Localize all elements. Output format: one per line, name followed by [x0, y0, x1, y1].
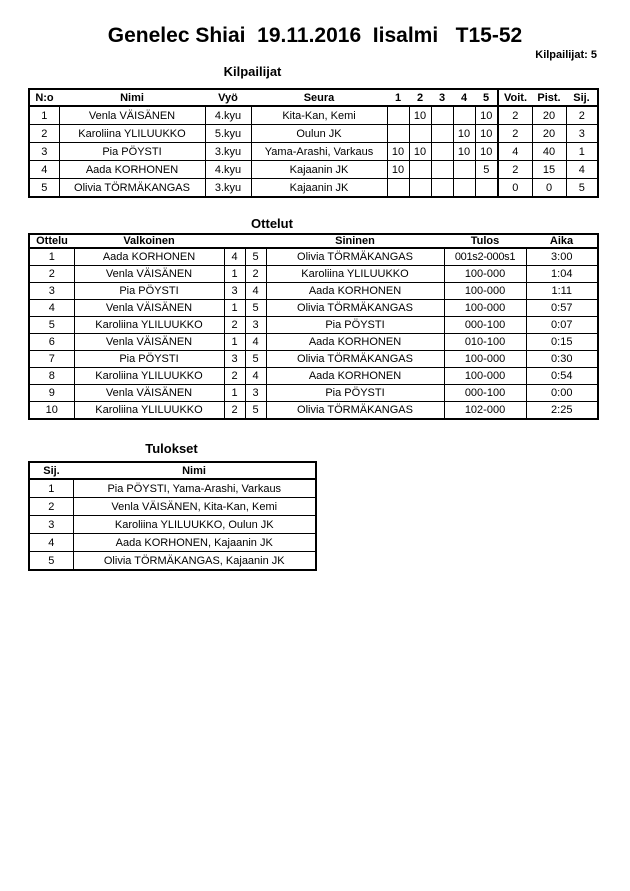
cell-score-4 — [453, 106, 475, 125]
cell-pist: 20 — [532, 125, 566, 143]
cell-score-2: 10 — [409, 106, 431, 125]
cell-sij: 3 — [29, 516, 73, 534]
cell-nimi: Aada KORHONEN, Kajaanin JK — [73, 534, 316, 552]
cell-aika: 3:00 — [526, 248, 598, 266]
header-opponent-4: 4 — [453, 89, 475, 106]
cell-tulos: 102-000 — [444, 402, 526, 420]
cell-sij: 2 — [29, 498, 73, 516]
match-row — [29, 334, 598, 351]
cell-valkoinen: Venla VÄISÄNEN — [74, 300, 224, 317]
cell-score-2: 10 — [409, 143, 431, 161]
competitor-row — [29, 143, 598, 161]
cell-blue-number: 5 — [245, 248, 266, 266]
competitors-table — [28, 88, 599, 198]
cell-score-1 — [387, 106, 409, 125]
header-ottelu: Ottelu — [29, 234, 74, 248]
cell-valkoinen: Venla VÄISÄNEN — [74, 334, 224, 351]
competitor-row — [29, 106, 598, 125]
cell-sininen: Olivia TÖRMÄKANGAS — [266, 402, 444, 420]
cell-voit: 2 — [498, 161, 532, 179]
cell-voit: 2 — [498, 106, 532, 125]
cell-sij: 1 — [29, 479, 73, 498]
cell-aika: 1:04 — [526, 266, 598, 283]
cell-score-5 — [475, 179, 498, 198]
cell-score-4 — [453, 161, 475, 179]
header-seura: Seura — [251, 89, 387, 106]
cell-score-3 — [431, 143, 453, 161]
cell-sininen: Aada KORHONEN — [266, 283, 444, 300]
cell-white-number: 1 — [224, 300, 245, 317]
page-title: Genelec Shiai 19.11.2016 Iisalmi T15-52 — [107, 24, 523, 47]
cell-blue-number: 4 — [245, 368, 266, 385]
cell-white-number: 2 — [224, 402, 245, 420]
result-row — [29, 498, 316, 516]
header-valkoinen: Valkoinen — [74, 234, 224, 248]
cell-match-no: 10 — [29, 402, 74, 420]
header-aika: Aika — [526, 234, 598, 248]
match-row — [29, 402, 598, 420]
matches-table — [28, 233, 599, 420]
cell-score-4: 10 — [453, 125, 475, 143]
header-opponent-2: 2 — [409, 89, 431, 106]
cell-valkoinen: Pia PÖYSTI — [74, 283, 224, 300]
cell-voit: 0 — [498, 179, 532, 198]
cell-nimi: Karoliina YLILUUKKO, Oulun JK — [73, 516, 316, 534]
cell-match-no: 7 — [29, 351, 74, 368]
cell-white-number: 3 — [224, 283, 245, 300]
section-title-ottelut: Ottelut — [251, 216, 293, 231]
cell-score-5: 10 — [475, 143, 498, 161]
cell-score-5: 10 — [475, 125, 498, 143]
header-white-number — [224, 234, 245, 248]
cell-score-5: 5 — [475, 161, 498, 179]
cell-valkoinen: Venla VÄISÄNEN — [74, 385, 224, 402]
header-no: N:o — [29, 89, 59, 106]
cell-score-3 — [431, 161, 453, 179]
header-voit: Voit. — [498, 89, 532, 106]
cell-score-2 — [409, 161, 431, 179]
match-row — [29, 283, 598, 300]
cell-score-5: 10 — [475, 106, 498, 125]
cell-aika: 0:15 — [526, 334, 598, 351]
cell-sininen: Olivia TÖRMÄKANGAS — [266, 351, 444, 368]
header-sij: Sij. — [566, 89, 598, 106]
cell-match-no: 2 — [29, 266, 74, 283]
results-header-row — [29, 462, 316, 479]
cell-tulos: 001s2-000s1 — [444, 248, 526, 266]
cell-aika: 0:07 — [526, 317, 598, 334]
match-row — [29, 300, 598, 317]
header-sij: Sij. — [29, 462, 73, 479]
cell-valkoinen: Pia PÖYSTI — [74, 351, 224, 368]
cell-score-4: 10 — [453, 143, 475, 161]
cell-white-number: 1 — [224, 266, 245, 283]
cell-vyo: 3.kyu — [205, 143, 251, 161]
cell-sij: 3 — [566, 125, 598, 143]
cell-tulos: 100-000 — [444, 368, 526, 385]
cell-valkoinen: Karoliina YLILUUKKO — [74, 317, 224, 334]
cell-pist: 40 — [532, 143, 566, 161]
header-pist: Pist. — [532, 89, 566, 106]
match-row — [29, 317, 598, 334]
cell-blue-number: 4 — [245, 334, 266, 351]
cell-sininen: Olivia TÖRMÄKANGAS — [266, 248, 444, 266]
cell-aika: 0:00 — [526, 385, 598, 402]
cell-match-no: 9 — [29, 385, 74, 402]
cell-valkoinen: Venla VÄISÄNEN — [74, 266, 224, 283]
cell-tulos: 100-000 — [444, 283, 526, 300]
competitor-row — [29, 179, 598, 198]
cell-white-number: 2 — [224, 317, 245, 334]
cell-seura: Kajaanin JK — [251, 161, 387, 179]
cell-blue-number: 3 — [245, 317, 266, 334]
cell-aika: 0:30 — [526, 351, 598, 368]
cell-nimi: Olivia TÖRMÄKANGAS, Kajaanin JK — [73, 552, 316, 571]
header-opponent-5: 5 — [475, 89, 498, 106]
participants-count: Kilpailijat: 5 — [535, 49, 597, 61]
result-row — [29, 479, 316, 498]
match-row — [29, 248, 598, 266]
match-row — [29, 266, 598, 283]
cell-tulos: 100-000 — [444, 351, 526, 368]
cell-nimi: Olivia TÖRMÄKANGAS — [59, 179, 205, 198]
header-nimi: Nimi — [59, 89, 205, 106]
cell-vyo: 5.kyu — [205, 125, 251, 143]
cell-vyo: 3.kyu — [205, 179, 251, 198]
cell-score-3 — [431, 125, 453, 143]
cell-match-no: 4 — [29, 300, 74, 317]
cell-valkoinen: Karoliina YLILUUKKO — [74, 402, 224, 420]
cell-blue-number: 3 — [245, 385, 266, 402]
cell-pist: 20 — [532, 106, 566, 125]
cell-voit: 2 — [498, 125, 532, 143]
cell-sij: 4 — [29, 534, 73, 552]
cell-nimi: Karoliina YLILUUKKO — [59, 125, 205, 143]
cell-match-no: 3 — [29, 283, 74, 300]
cell-tulos: 000-100 — [444, 317, 526, 334]
cell-tulos: 100-000 — [444, 300, 526, 317]
cell-score-3 — [431, 179, 453, 198]
cell-sininen: Aada KORHONEN — [266, 334, 444, 351]
header-opponent-3: 3 — [431, 89, 453, 106]
cell-aika: 2:25 — [526, 402, 598, 420]
cell-score-4 — [453, 179, 475, 198]
cell-aika: 0:57 — [526, 300, 598, 317]
cell-pist: 0 — [532, 179, 566, 198]
cell-sij: 2 — [566, 106, 598, 125]
cell-white-number: 3 — [224, 351, 245, 368]
cell-aika: 1:11 — [526, 283, 598, 300]
match-row — [29, 368, 598, 385]
cell-score-1 — [387, 125, 409, 143]
cell-match-no: 1 — [29, 248, 74, 266]
cell-sininen: Karoliina YLILUUKKO — [266, 266, 444, 283]
cell-nimi: Venla VÄISÄNEN, Kita-Kan, Kemi — [73, 498, 316, 516]
cell-nimi: Venla VÄISÄNEN — [59, 106, 205, 125]
cell-valkoinen: Karoliina YLILUUKKO — [74, 368, 224, 385]
result-row — [29, 552, 316, 571]
cell-score-2 — [409, 179, 431, 198]
cell-seura: Yama-Arashi, Varkaus — [251, 143, 387, 161]
cell-no: 1 — [29, 106, 59, 125]
cell-match-no: 6 — [29, 334, 74, 351]
header-sininen: Sininen — [266, 234, 444, 248]
cell-tulos: 100-000 — [444, 266, 526, 283]
cell-sininen: Aada KORHONEN — [266, 368, 444, 385]
cell-seura: Kita-Kan, Kemi — [251, 106, 387, 125]
cell-blue-number: 5 — [245, 300, 266, 317]
section-title-tulokset: Tulokset — [145, 441, 198, 456]
cell-no: 5 — [29, 179, 59, 198]
cell-seura: Oulun JK — [251, 125, 387, 143]
header-blue-number — [245, 234, 266, 248]
cell-no: 3 — [29, 143, 59, 161]
cell-sininen: Olivia TÖRMÄKANGAS — [266, 300, 444, 317]
cell-score-1 — [387, 179, 409, 198]
cell-sininen: Pia PÖYSTI — [266, 385, 444, 402]
competitor-row — [29, 125, 598, 143]
cell-vyo: 4.kyu — [205, 161, 251, 179]
cell-pist: 15 — [532, 161, 566, 179]
cell-sij: 5 — [566, 179, 598, 198]
header-nimi: Nimi — [73, 462, 316, 479]
competitor-row — [29, 161, 598, 179]
match-row — [29, 385, 598, 402]
cell-blue-number: 2 — [245, 266, 266, 283]
cell-white-number: 1 — [224, 334, 245, 351]
cell-match-no: 5 — [29, 317, 74, 334]
cell-sininen: Pia PÖYSTI — [266, 317, 444, 334]
cell-blue-number: 5 — [245, 402, 266, 420]
match-row — [29, 351, 598, 368]
cell-nimi: Aada KORHONEN — [59, 161, 205, 179]
result-row — [29, 534, 316, 552]
cell-white-number: 4 — [224, 248, 245, 266]
competitors-header-row — [29, 89, 598, 106]
cell-score-1: 10 — [387, 161, 409, 179]
result-row — [29, 516, 316, 534]
header-tulos: Tulos — [444, 234, 526, 248]
cell-match-no: 8 — [29, 368, 74, 385]
cell-score-2 — [409, 125, 431, 143]
cell-no: 2 — [29, 125, 59, 143]
cell-voit: 4 — [498, 143, 532, 161]
cell-no: 4 — [29, 161, 59, 179]
cell-white-number: 2 — [224, 368, 245, 385]
cell-nimi: Pia PÖYSTI — [59, 143, 205, 161]
section-title-kilpailijat: Kilpailijat — [223, 64, 282, 79]
cell-tulos: 010-100 — [444, 334, 526, 351]
cell-tulos: 000-100 — [444, 385, 526, 402]
cell-sij: 5 — [29, 552, 73, 571]
cell-blue-number: 5 — [245, 351, 266, 368]
cell-nimi: Pia PÖYSTI, Yama-Arashi, Varkaus — [73, 479, 316, 498]
cell-valkoinen: Aada KORHONEN — [74, 248, 224, 266]
cell-white-number: 1 — [224, 385, 245, 402]
results-table — [28, 461, 317, 571]
matches-header-row — [29, 234, 598, 248]
cell-score-3 — [431, 106, 453, 125]
cell-score-1: 10 — [387, 143, 409, 161]
header-opponent-1: 1 — [387, 89, 409, 106]
cell-vyo: 4.kyu — [205, 106, 251, 125]
cell-sij: 4 — [566, 161, 598, 179]
cell-sij: 1 — [566, 143, 598, 161]
cell-seura: Kajaanin JK — [251, 179, 387, 198]
cell-blue-number: 4 — [245, 283, 266, 300]
cell-aika: 0:54 — [526, 368, 598, 385]
header-vyo: Vyö — [205, 89, 251, 106]
